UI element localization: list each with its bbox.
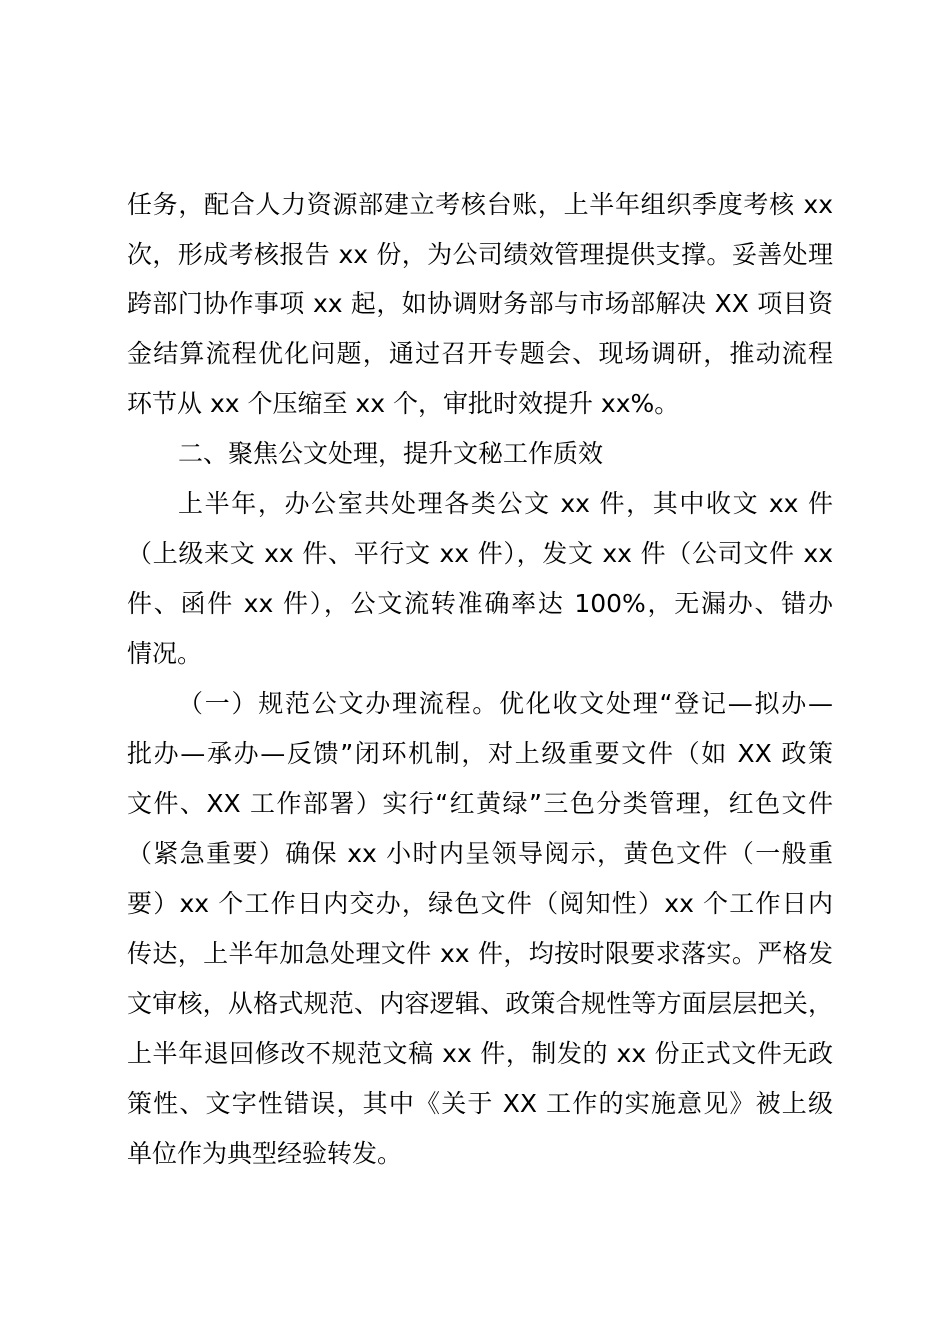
subsection-line: （一）规范公文办理流程。优化收文处理“登记—拟办— (178, 689, 833, 718)
text-line-18: 上半年退回修改不规范文稿 xx 件，制发的 xx 份正式文件无政 (127, 1039, 833, 1068)
text-line-7: 上半年，办公室共处理各类公文 xx 件，其中收文 xx 件 (178, 489, 833, 518)
text-line-9: 件、函件 xx 件），公文流转准确率达 100%，无漏办、错办 (127, 589, 833, 618)
section-heading: 二、聚焦公文处理，提升文秘工作质效 (178, 439, 604, 468)
text-line-10: 情况。 (127, 639, 203, 668)
text-line-12: 批办—承办—反馈”闭环机制，对上级重要文件（如 XX 政策 (127, 739, 833, 768)
text-line-17: 文审核，从格式规范、内容逻辑、政策合规性等方面层层把关， (127, 989, 833, 1018)
text-line-8: （上级来文 xx 件、平行文 xx 件），发文 xx 件（公司文件 xx (127, 539, 833, 568)
text-line-19: 策性、文字性错误，其中《关于 XX 工作的实施意见》被上级 (127, 1089, 833, 1118)
text-line-14: （紧急重要）确保 xx 小时内呈领导阅示，黄色文件（一般重 (127, 839, 833, 868)
text-line-2: 次，形成考核报告 xx 份，为公司绩效管理提供支撑。妥善处理 (127, 240, 833, 269)
text-line-5: 环节从 xx 个压缩至 xx 个，审批时效提升 xx%。 (127, 389, 680, 418)
text-line-16: 传达，上半年加急处理文件 xx 件，均按时限要求落实。严格发 (127, 939, 833, 968)
text-line-15: 要）xx 个工作日内交办，绿色文件（阅知性）xx 个工作日内 (127, 889, 833, 918)
text-line-1: 任务，配合人力资源部建立考核台账，上半年组织季度考核 xx (127, 190, 833, 219)
text-line-4: 金结算流程优化问题，通过召开专题会、现场调研，推动流程 (127, 339, 833, 368)
text-line-3: 跨部门协作事项 xx 起，如协调财务部与市场部解决 XX 项目资 (127, 289, 833, 318)
text-line-20: 单位作为典型经验转发。 (127, 1139, 403, 1168)
text-line-13: 文件、XX 工作部署）实行“红黄绿”三色分类管理，红色文件 (127, 789, 833, 818)
